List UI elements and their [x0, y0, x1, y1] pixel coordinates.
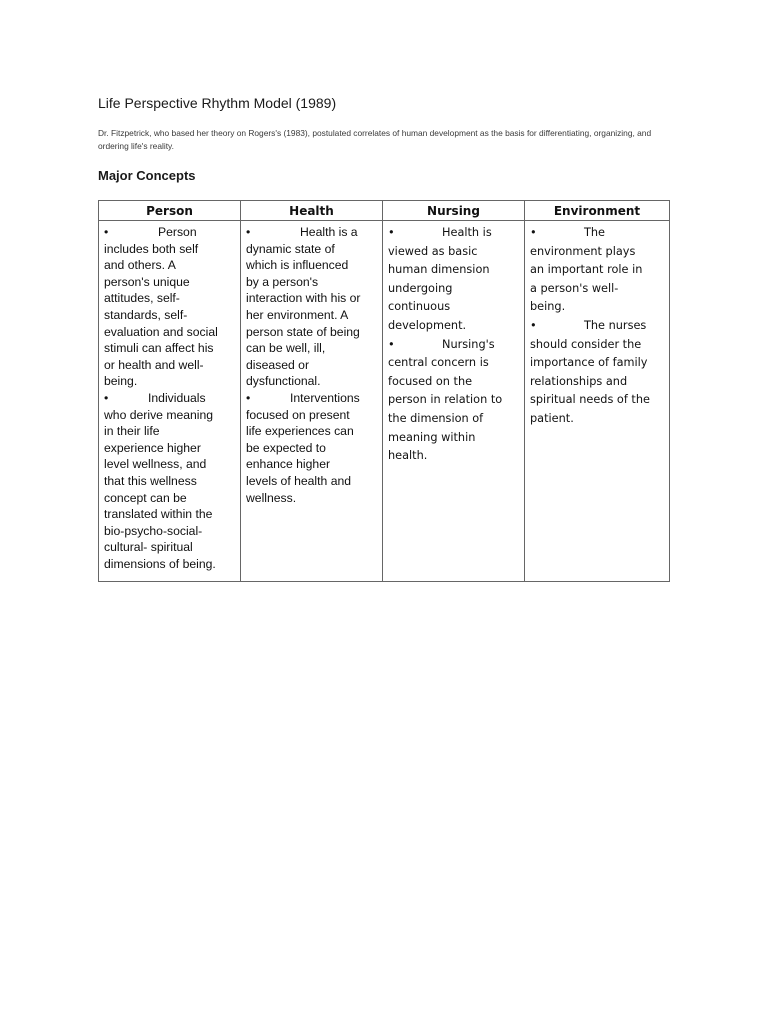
cell-nursing — [383, 221, 525, 582]
bullet-lead: Person — [158, 225, 197, 239]
bullet-text: environment plays an important role in a person's well- being. — [530, 244, 643, 314]
header-nursing: Nursing — [383, 201, 525, 221]
bullet-text: should consider the importance of family relationships and spiritual needs of the patient. — [530, 337, 650, 425]
bullet-text: central concern is focused on the person in relation to the dimension of meaning within health. — [388, 356, 503, 463]
list-item: • Individuals — [104, 390, 206, 405]
cell-person — [99, 221, 241, 582]
bullet-lead: Health is — [442, 226, 492, 239]
bullet-lead: Interventions — [290, 390, 360, 405]
list-item: • Nursing's — [388, 337, 495, 351]
list-item: • The — [530, 226, 606, 239]
bullet-text: dynamic state of which is influenced by a person's interaction with his or her environment. A person state of being can be well, ill, diseased or dysfunctional. — [246, 241, 361, 389]
major-concepts-table — [98, 200, 670, 582]
bullet-lead: Health is a — [300, 225, 358, 239]
cell-environment — [525, 221, 670, 582]
bullet-lead: The nurses — [584, 318, 647, 332]
list-item: • Health is a — [246, 225, 358, 239]
bullet-lead: Individuals — [148, 390, 206, 405]
bullet-lead: The — [584, 226, 606, 239]
header-health: Health — [241, 201, 383, 221]
document-title: Life Perspective Rhythm Model (1989) — [98, 95, 337, 111]
list-item: • Person — [104, 225, 197, 239]
intro-paragraph: Dr. Fitzpetrick, who based her theory on Rogers's (1983), postulated correlates of human development as the basis for differentiating, organizing, and ordering life's reality. — [98, 128, 652, 151]
list-item: • Interventions — [246, 390, 360, 405]
table-header-row — [99, 201, 670, 221]
list-item: • The nurses — [530, 318, 647, 332]
bullet-text: who derive meaning in their life experience higher level wellness, and that this wellness concept can be translated within the bio-psycho-social- cultural- spiritual dimensions of being. — [104, 407, 216, 571]
bullet-text: focused on present life experiences can be expected to enhance higher levels of health and wellness. — [246, 407, 354, 505]
header-environment: Environment — [525, 201, 670, 221]
bullet-text: includes both self and others. A person's unique attitudes, self- standards, self- evaluation and social stimuli can affect his or health and well- being. — [104, 241, 218, 389]
list-item: • Health is — [388, 226, 492, 239]
table-row — [99, 221, 670, 582]
cell-health — [241, 221, 383, 582]
header-person: Person — [99, 201, 241, 221]
bullet-lead: Nursing's — [442, 337, 495, 351]
section-heading: Major Concepts — [98, 168, 196, 183]
bullet-text: viewed as basic human dimension undergoing continuous development. — [388, 244, 490, 332]
